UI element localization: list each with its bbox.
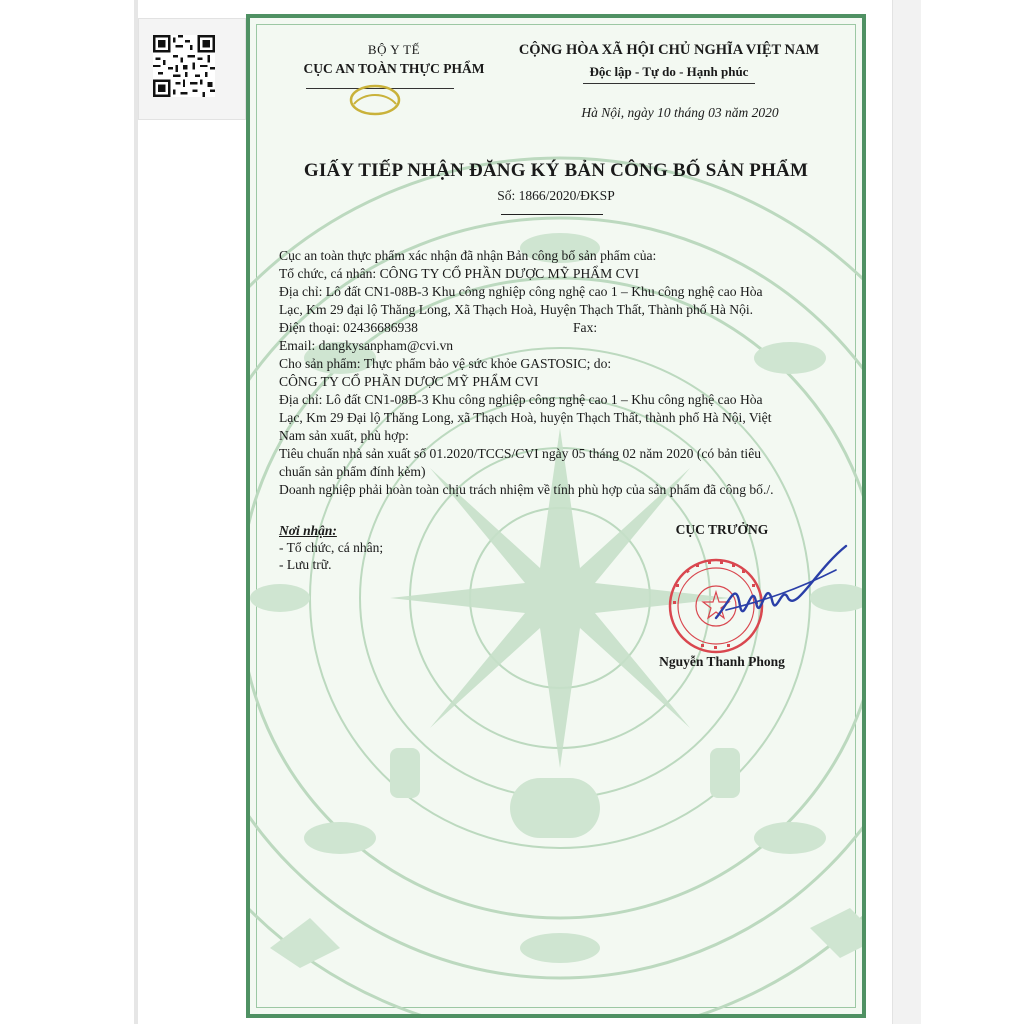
issue-date: Hà Nội, ngày 10 tháng 03 năm 2020 — [581, 105, 779, 120]
fax-line: Fax: — [573, 320, 598, 335]
manufacturer-address-line: Địa chỉ: Lô đất CN1-08B-3 Khu công nghiệp công nghệ cao 1 – Khu công nghệ cao Hòa — [279, 392, 763, 407]
handwritten-signature — [706, 540, 856, 642]
manufacturer-line: CÔNG TY CỔ PHẦN DƯỢC MỸ PHẨM CVI — [279, 374, 539, 389]
right-scroll-strip — [892, 0, 921, 1024]
recipient-item: - Lưu trữ. — [279, 557, 332, 572]
issuing-authority — [284, 42, 504, 77]
recipients-block — [279, 522, 383, 573]
department-name: CỤC AN TOÀN THỰC PHẨM — [303, 61, 485, 76]
document-number: Số: 1866/2020/ĐKSP — [497, 188, 615, 203]
qr-thumbnail[interactable] — [138, 18, 246, 120]
national-header — [504, 42, 834, 84]
phone-line: Điện thoại: 02436686938 — [279, 320, 418, 335]
vfa-logo — [342, 78, 408, 118]
certificate-document — [246, 14, 866, 1018]
motto-underline — [583, 83, 755, 84]
address-line: Địa chỉ: Lô đất CN1-08B-3 Khu công nghiệp công nghệ cao 1 – Khu công nghệ cao Hòa — [279, 284, 763, 299]
ministry-name: BỘ Y TẾ — [367, 42, 421, 57]
standard-line: chuẩn sản phẩm đính kèm) — [279, 464, 426, 479]
number-underline — [501, 214, 603, 215]
phone-fax-row — [279, 319, 845, 337]
intro-line: Cục an toàn thực phẩm xác nhận đã nhận Bản công bố sản phẩm của: — [279, 248, 657, 263]
standard-line: Tiêu chuẩn nhà sản xuất số 01.2020/TCCS/CVI ngày 05 tháng 02 năm 2020 (có bản tiêu — [279, 446, 762, 461]
manufacturer-address-line: Lạc, Km 29 Đại lộ Thăng Long, xã Thạch Hoà, huyện Thạch Thất, thành phố Hà Nội, Việt — [279, 410, 772, 425]
product-line: Cho sản phẩm: Thực phẩm bảo vệ sức khỏe GASTOSIC; do: — [279, 356, 612, 371]
address-line: Lạc, Km 29 đại lộ Thăng Long, Xã Thạch Hoà, Huyện Thạch Thất, Thành phố Hà Nội. — [279, 302, 754, 317]
signer-title: CỤC TRƯỞNG — [675, 522, 769, 537]
national-motto: Độc lập - Tự do - Hạnh phúc — [589, 64, 749, 79]
recipient-item: - Tổ chức, cá nhân; — [279, 540, 384, 555]
responsibility-line: Doanh nghiệp phải hoàn toàn chịu trách nhiệm về tính phù hợp của sản phẩm đã công bố./. — [279, 482, 774, 497]
document-title: GIẤY TIẾP NHẬN ĐĂNG KÝ BẢN CÔNG BỐ SẢN PHẨM — [303, 160, 809, 181]
manufacturer-address-line: Nam sản xuất, phù hợp: — [279, 428, 409, 443]
left-divider — [134, 0, 138, 1024]
organization-line: Tổ chức, cá nhân: CÔNG TY CỔ PHẦN DƯỢC MỸ PHẨM CVI — [279, 266, 640, 281]
email-line: Email: dangkysanpham@cvi.vn — [279, 338, 454, 353]
certificate-body — [279, 247, 845, 499]
qr-code-icon — [153, 35, 215, 97]
republic-name: CỘNG HÒA XÃ HỘI CHỦ NGHĨA VIỆT NAM — [518, 42, 820, 58]
recipients-label: Nơi nhận: — [279, 523, 337, 538]
signer-name: Nguyễn Thanh Phong — [659, 654, 785, 669]
